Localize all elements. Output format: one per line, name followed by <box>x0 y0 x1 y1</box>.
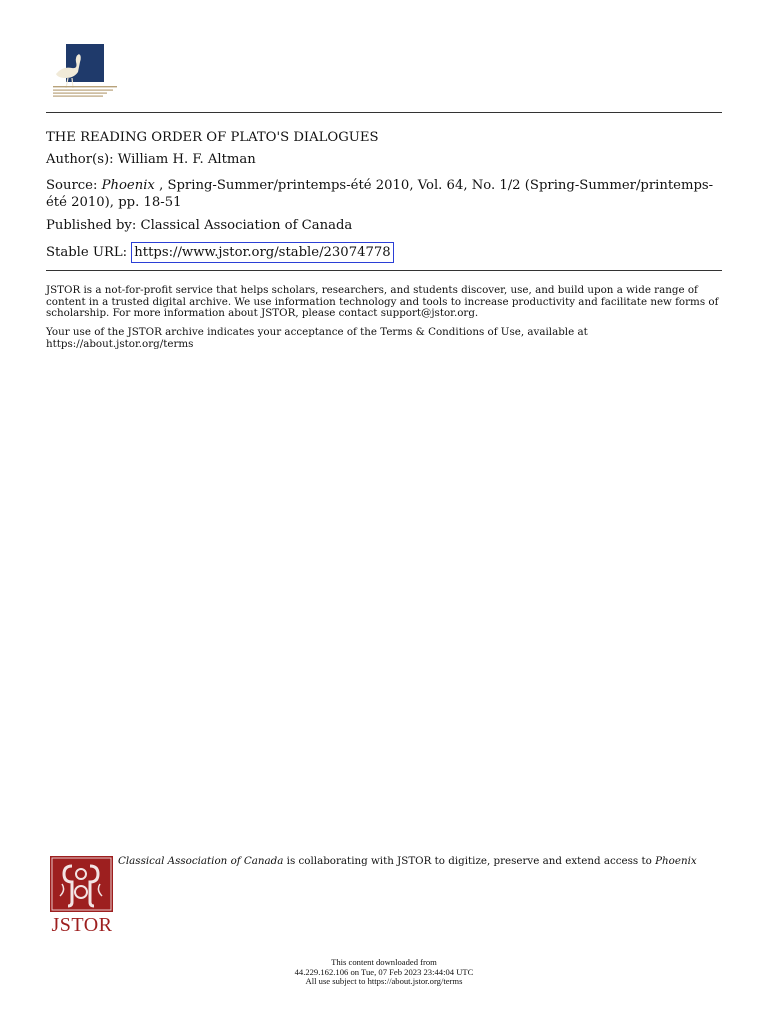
heron-logo-icon <box>48 44 122 102</box>
download-footer <box>0 958 768 987</box>
author-label: Author(s): <box>46 152 118 167</box>
publisher-name: Classical Association of Canada <box>140 218 353 233</box>
top-divider <box>46 112 722 113</box>
collab-org: Classical Association of Canada <box>118 855 284 867</box>
footer-line-2: 44.229.162.106 on Tue, 07 Feb 2023 23:44:04 UTC <box>294 966 474 977</box>
published-label: Published by: <box>46 218 141 233</box>
article-metadata <box>46 129 722 271</box>
jstor-logo <box>50 856 114 938</box>
stable-url-label: Stable URL: <box>46 245 132 260</box>
stable-url-line <box>46 242 722 263</box>
notice-paragraph-2: Your use of the JSTOR archive indicates your acceptance of the Terms & Conditions of Use, available at https://about.jstor.org/terms <box>46 326 588 350</box>
jstor-notice <box>46 285 722 358</box>
footer-line-1: This content downloaded from <box>331 957 437 967</box>
publisher-logo <box>48 44 122 102</box>
collab-journal: Phoenix <box>655 855 697 867</box>
article-source <box>46 177 722 211</box>
jstor-emblem-icon <box>50 856 113 912</box>
article-title: THE READING ORDER OF PLATO'S DIALOGUES <box>46 130 379 145</box>
notice-paragraph-1: JSTOR is a not-for-profit service that helps scholars, researchers, and students discover, use, and build upon a wide range of content in a trusted digital archive. We use information technology and tools to increase productivity and facilitate new forms of scholarship. For more information about JSTOR, please contact support@jstor.org. <box>46 284 719 320</box>
journal-name: Phoenix <box>101 178 155 193</box>
stable-url-link[interactable]: https://www.jstor.org/stable/23074778 <box>131 242 393 263</box>
middle-divider <box>46 270 722 271</box>
source-details: , Spring-Summer/printemps-été 2010, Vol. 64, No. 1/2 (Spring-Summer/printemps-été 2010), pp. 18-51 <box>46 178 714 210</box>
author-name: William H. F. Altman <box>117 152 256 167</box>
article-author <box>46 151 722 168</box>
source-label: Source: <box>46 178 102 193</box>
article-publisher <box>46 217 722 234</box>
jstor-wordmark: JSTOR <box>51 914 113 936</box>
collab-text: is collaborating with JSTOR to digitize, preserve and extend access to <box>283 855 656 867</box>
footer-line-3: All use subject to https://about.jstor.org/terms <box>305 976 463 987</box>
collaboration-statement <box>118 856 718 868</box>
